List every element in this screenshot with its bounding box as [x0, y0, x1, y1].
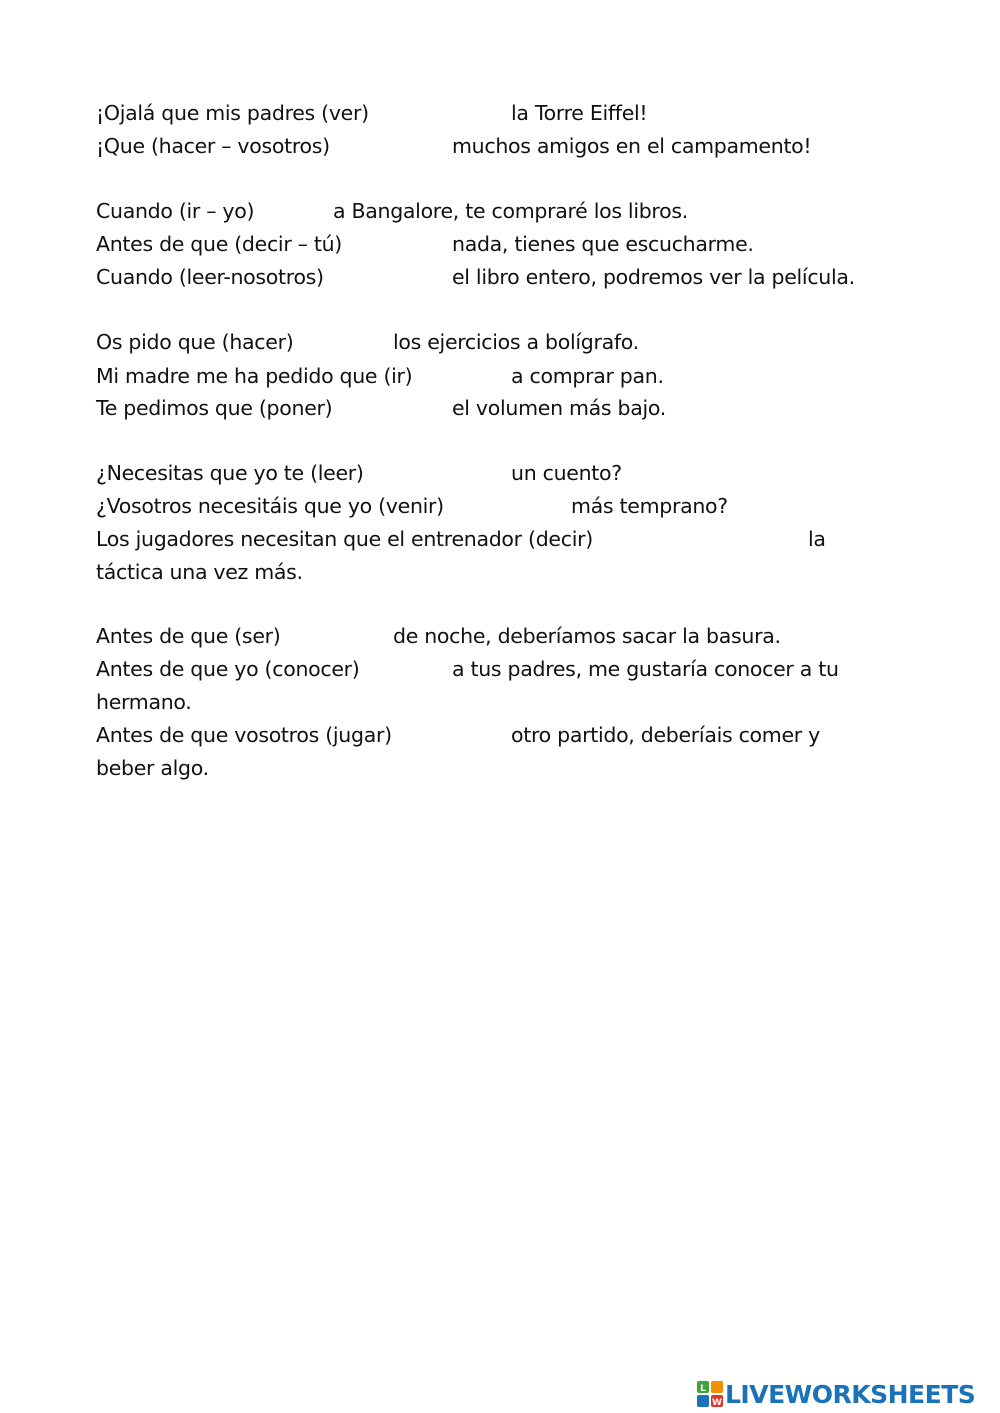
line-7-part-2: a comprar pan. — [511, 364, 664, 388]
line-13-part-1: Antes de que (ser) — [96, 624, 281, 648]
line-14-part-2: a tus padres, me gustaría conocer a tu — [452, 657, 839, 681]
line-11-part-1: Los jugadores necesitan que el entrenador (decir) — [96, 527, 593, 551]
line-11-part-2: la — [808, 527, 826, 551]
line-5-part-2: el libro entero, podremos ver la película. — [452, 265, 855, 289]
line-1-part-2: la Torre Eiffel! — [511, 101, 648, 125]
liveworksheets-logo-icon — [697, 1381, 723, 1407]
line-2-part-2: muchos amigos en el campamento! — [452, 134, 812, 158]
line-15-part-1: hermano. — [96, 690, 192, 714]
line-10-part-1: ¿Vosotros necesitáis que yo (venir) — [96, 494, 444, 518]
line-16-part-2: otro partido, deberíais comer y — [511, 723, 820, 747]
logo-mark-letter-l: L — [700, 1384, 706, 1394]
line-3-part-2: a Bangalore, te compraré los libros. — [333, 199, 688, 223]
logo-mark-letter-w: W — [712, 1398, 722, 1407]
line-14-part-1: Antes de que yo (conocer) — [96, 657, 360, 681]
liveworksheets-logo[interactable] — [697, 1379, 975, 1409]
line-4-part-1: Antes de que (decir – tú) — [96, 232, 342, 256]
line-8-part-1: Te pedimos que (poner) — [96, 396, 333, 420]
line-10-part-2: más temprano? — [571, 494, 728, 518]
line-17-part-1: beber algo. — [96, 756, 209, 780]
line-16-part-1: Antes de que vosotros (jugar) — [96, 723, 392, 747]
line-13-part-2: de noche, deberíamos sacar la basura. — [393, 624, 781, 648]
line-6-part-2: los ejercicios a bolígrafo. — [393, 330, 639, 354]
line-9-part-2: un cuento? — [511, 461, 622, 485]
line-6-part-1: Os pido que (hacer) — [96, 330, 294, 354]
line-9-part-1: ¿Necesitas que yo te (leer) — [96, 461, 364, 485]
logo-text: LIVEWORKSHEETS — [725, 1379, 976, 1409]
line-1-part-1: ¡Ojalá que mis padres (ver) — [96, 101, 369, 125]
line-12-part-1: táctica una vez más. — [96, 560, 303, 584]
line-5-part-1: Cuando (leer-nosotros) — [96, 265, 324, 289]
line-3-part-1: Cuando (ir – yo) — [96, 199, 255, 223]
line-4-part-2: nada, tienes que escucharme. — [452, 232, 754, 256]
line-2-part-1: ¡Que (hacer – vosotros) — [96, 134, 330, 158]
line-7-part-1: Mi madre me ha pedido que (ir) — [96, 364, 413, 388]
line-8-part-2: el volumen más bajo. — [452, 396, 666, 420]
